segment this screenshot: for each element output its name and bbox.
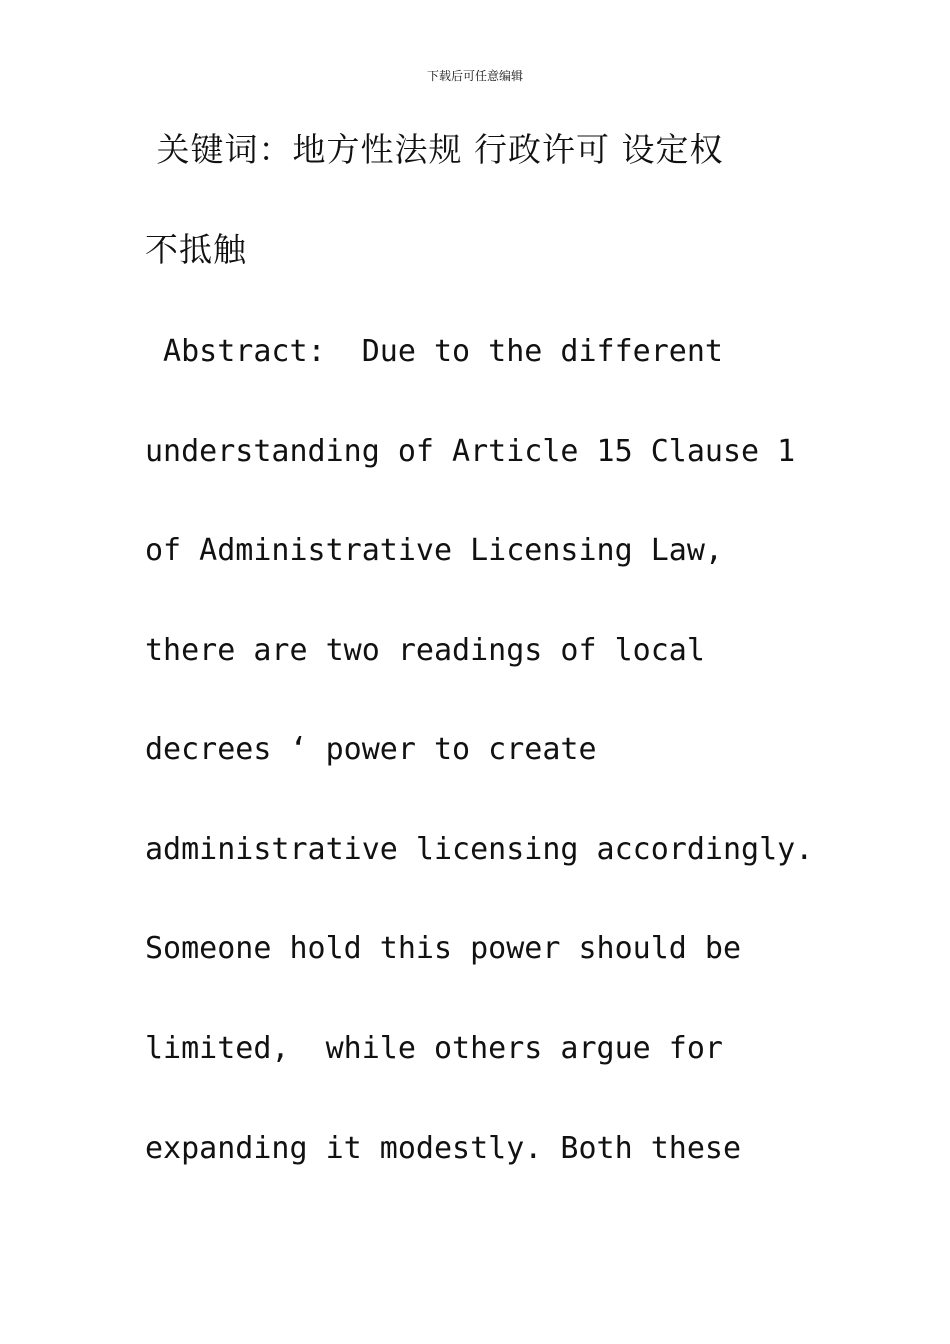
abstract-line: of Administrative Licensing Law, (145, 533, 723, 568)
abstract-line: decrees ‘ power to create (145, 732, 597, 767)
abstract-line: Abstract: Due to the different (145, 334, 723, 369)
abstract-line: Someone hold this power should be (145, 931, 742, 966)
abstract-line: expanding it modestly. Both these (145, 1131, 742, 1166)
abstract-line: limited, while others argue for (145, 1031, 723, 1066)
abstract-line: there are two readings of local (145, 633, 705, 668)
abstract-line: administrative licensing accordingly. (145, 832, 814, 867)
keywords-line-continued: 不抵触 (145, 230, 247, 269)
keywords-line: 关键词：地方性法规 行政许可 设定权 (145, 130, 724, 169)
header-note: 下载后可任意编辑 (426, 69, 523, 83)
abstract-line: understanding of Article 15 Clause 1 (145, 434, 796, 469)
